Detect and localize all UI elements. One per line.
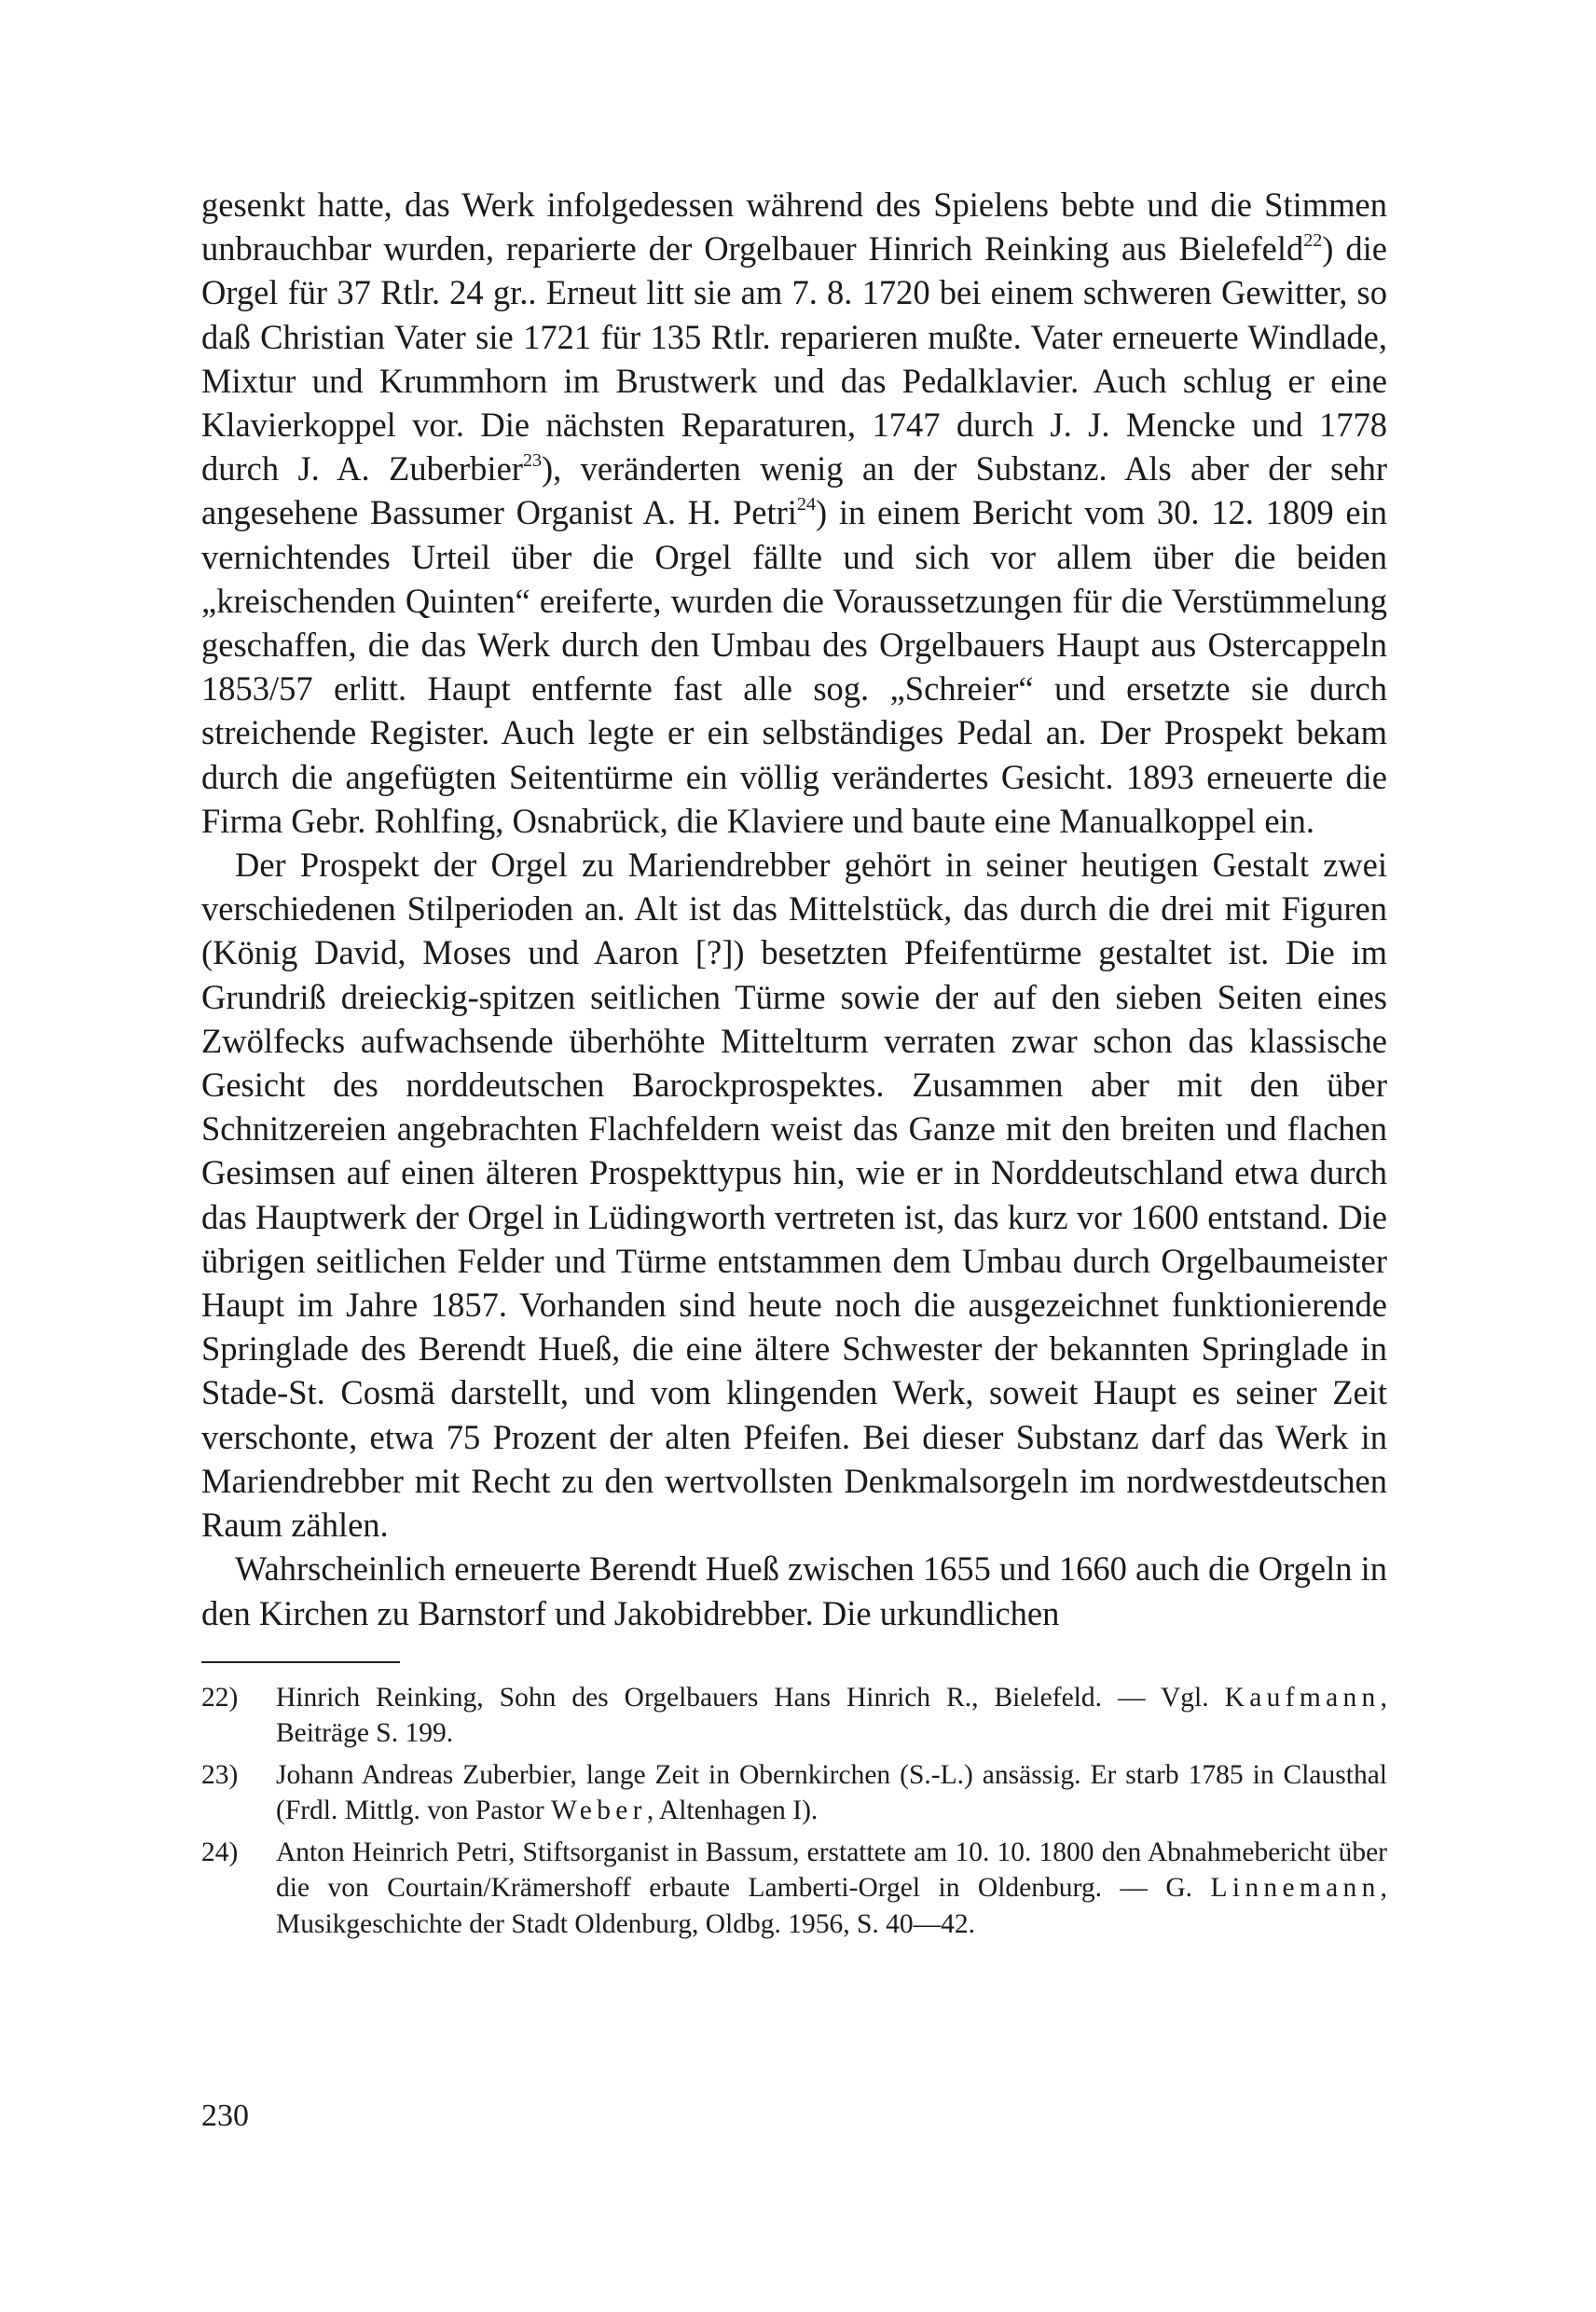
paragraph-1-text-d: ) in einem Bericht vom 30. 12. 1809 ein vernichtendes Urteil über die Orgel fällte und sich vor allem über die beiden „kreischenden Quinten“ ereiferte, wurden die Voraussetzungen für die Verstümmelung geschaffen, die das Werk durch den Umbau des Orgelbauers Haupt aus Ostercappeln 1853/57 erlitt. Haupt entfernte fast alle sog. „Schreier“ und ersetzte sie durch streichende Register. Auch legte er ein selbständiges Pedal an. Der Prospekt bekam durch die angefügten Seitentürme ein völlig verändertes Gesicht. 1893 erneuerte die Firma Gebr. Rohlfing, Osnabrück, die Klaviere und baute eine Manualkoppel ein. — [201, 493, 1387, 840]
footnote-text-b: , Musikgeschichte der Stadt Oldenburg, Oldbg. 1956, S. 40—42. — [276, 1873, 1387, 1939]
footnote-text-a: Anton Heinrich Petri, Stiftsorganist in Bassum, erstattete am 10. 10. 1800 den Abnahmebericht über die von Courtain/Krämershoff erbaute Lamberti-Orgel in Oldenburg. — G. — [276, 1837, 1387, 1904]
page-number: 230 — [201, 2099, 249, 2133]
paragraph-2: Der Prospekt der Orgel zu Mariendrebber gehört in seiner heutigen Gestalt zwei verschiedenen Stilperioden an. Alt ist das Mittelstück, das durch die drei mit Figuren (König David, Moses und Aaron [?]) besetzten Pfeifentürme gestaltet ist. Die im Grundriß dreieckig-spitzen seitlichen Türme sowie der auf den sieben Seiten eines Zwölfecks aufwachsende überhöhte Mittelturm verraten zwar schon das klassische Gesicht des norddeutschen Barockprospektes. Zusammen aber mit den über Schnitzereien angebrachten Flachfeldern weist das Ganze mit den breiten und flachen Gesimsen auf einen älteren Prospekttypus hin, wie er in Norddeutschland etwa durch das Hauptwerk der Orgel in Lüdingworth vertreten ist, das kurz vor 1600 entstand. Die übrigen seitlichen Felder und Türme entstammen dem Umbau durch Orgelbaumeister Haupt im Jahre 1857. Vorhanden sind heute noch die ausgezeichnet funktionierende Springlade des Berendt Hueß, die eine ältere Schwester der bekannten Springlade in Stade-St. Cosmä darstellt, und vom klingenden Werk, soweit Haupt es seiner Zeit verschonte, etwa 75 Prozent der alten Pfeifen. Bei dieser Substanz darf das Werk in Mariendrebber mit Recht zu den wertvollsten Denkmalsorgeln im nordwestdeutschen Raum zählen. — [201, 846, 1387, 1545]
footnotes — [201, 1680, 1387, 1943]
paragraph-1 — [201, 183, 1387, 843]
paragraph-1-text-b: ) die Orgel für 37 Rtlr. 24 gr.. Erneut litt sie am 7. 8. 1720 bei einem schweren Gewitter, so daß Christian Vater sie 1721 für 135 Rtlr. reparieren mußte. Vater erneuerte Windlade, Mixtur und Krummhorn im Brustwerk und das Pedalklavier. Auch schlug er eine Klavierkoppel vor. Die nächsten Reparaturen, 1747 durch J. J. Mencke und 1778 durch J. A. Zuberbier — [201, 229, 1387, 489]
footnote-text — [276, 1835, 1387, 1943]
paragraph-1-text-a: gesenkt hatte, das Werk infolgedessen während des Spielens bebte und die Stimmen unbrauchbar wurden, reparierte der Orgelbauer Hinrich Reinking aus Bielefeld — [201, 186, 1387, 268]
paragraph-1-text-c: ), veränderten wenig an der Substanz. Als aber der sehr angesehene Bassumer Organist A. H. Petri — [201, 449, 1387, 532]
footnote-ref-23: 23 — [522, 450, 542, 472]
footnote-number: 24) — [201, 1837, 239, 1867]
footnote-author: Linnemann — [1210, 1873, 1381, 1904]
footnote-text — [276, 1757, 1387, 1829]
footnote-22 — [201, 1680, 1387, 1752]
footnote-text-b: , Beiträge S. 199. — [276, 1682, 1387, 1749]
footnote-text-b: , Altenhagen I). — [646, 1796, 819, 1826]
footnote-author: Weber — [551, 1796, 647, 1826]
footnote-author: Kaufmann — [1224, 1682, 1381, 1713]
footnote-23 — [201, 1757, 1387, 1829]
footnote-text — [276, 1680, 1387, 1752]
footnote-24 — [201, 1835, 1387, 1943]
page-content — [201, 183, 1387, 1947]
footnote-number: 22) — [201, 1682, 239, 1713]
paragraph-3: Wahrscheinlich erneuerte Berendt Hueß zwischen 1655 und 1660 auch die Orgeln in den Kirchen zu Barnstorf und Jakobidrebber. Die urkundlichen — [201, 1549, 1387, 1632]
body-text — [201, 183, 1387, 1635]
footnote-number: 23) — [201, 1759, 239, 1790]
footnote-divider — [201, 1661, 400, 1663]
footnote-text-a: Hinrich Reinking, Sohn des Orgelbauers Hans Hinrich R., Bielefeld. — Vgl. — [276, 1682, 1225, 1713]
footnote-text-a: Johann Andreas Zuberbier, lange Zeit in Obernkirchen (S.-L.) ansässig. Er starb 1785 in Clausthal (Frdl. Mittlg. von Pastor — [276, 1759, 1387, 1826]
footnote-ref-22: 22 — [1303, 230, 1323, 252]
footnote-ref-24: 24 — [796, 494, 816, 516]
